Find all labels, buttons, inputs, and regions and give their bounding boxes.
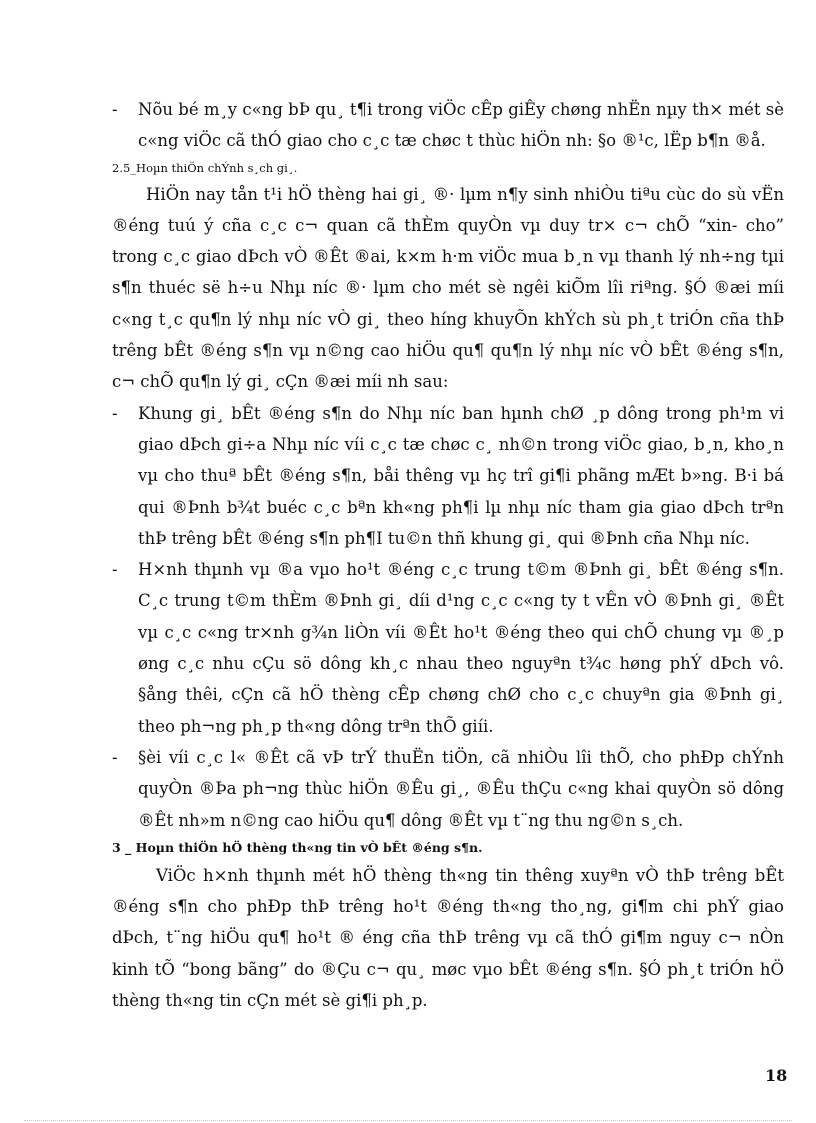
list-item <box>112 742 784 836</box>
list-dash: - <box>112 403 118 423</box>
page-number: 18 <box>765 1066 788 1085</box>
list-dash: - <box>112 100 118 119</box>
list-item <box>112 554 784 742</box>
section-heading-2-5: 2.5_Hoµn thiÖn chÝnh s¸ch gi¸. <box>112 160 298 175</box>
paragraph-text: H×nh thµnh vµ ®a vµo ho¹t ®éng c¸c trung t©m ®Þnh gi¸ bÊt ®éng s¶n. C¸c trung t©m thÈm ®Þnh gi¸ díi d¹ng c¸c c«ng ty t vÊn vÒ ®Þnh gi¸ ®Êt vµ c¸c c«ng tr×nh g¾n liÒn víi ®Êt ho¹t ®éng theo qui chÕ chung vµ ®¸p øng c¸c nhu cÇu sö dông kh¸c nhau theo nguyªn t¾c høng phÝ dÞch vô. §ång thêi, cÇn cã hÖ thèng cÊp chøng chØ cho c¸c chuyªn gia ®Þnh gi¸ theo ph¬ng ph¸p th«ng dông trªn thÕ giíi. <box>138 560 784 736</box>
list-item <box>112 398 784 554</box>
paragraph: ViÖc h×nh thµnh mét hÖ thèng th«ng tin thêng xuyªn vÒ thÞ trêng bÊt ®éng s¶n cho phÐp thÞ trêng ho¹t ®éng th«ng tho¸ng, gi¶m chi phÝ giao dÞch, t¨ng hiÖu qu¶ ho¹t ® éng cña thÞ trêng vµ cã thÓ gi¶m nguy c¬ nÒn kinh tÕ “bong bãng” do ®Çu c¬ qu¸ møc vµo bÊt ®éng s¶n. §Ó ph¸t triÓn hÖ thèng th«ng tin cÇn mét sè gi¶i ph¸p. <box>112 865 784 1011</box>
page-body <box>112 94 784 1016</box>
paragraph-text: Nõu bé m¸y c«ng bÞ qu¸ t¶i trong viÖc cÊp giÊy chøng nhËn nµy th× mét sè c«ng viÖc cã thÓ giao cho c¸c tæ chøc t thùc hiÖn nh: §o ®¹c, lËp b¶n ®å. <box>138 100 784 151</box>
list-dash: - <box>112 560 118 580</box>
section-heading-3: 3 _ Hoµn thiÖn hÖ thèng th«ng tin vÒ bÊt ®éng s¶n. <box>112 839 483 855</box>
list-dash: - <box>112 747 118 767</box>
paragraph: HiÖn nay tån t¹i hÖ thèng hai gi¸ ®· lµm n¶y sinh nhiÒu tiªu cùc do sù vËn ®éng tuú ý cña c¸c c¬ quan cã thÈm quyÒn vµ duy tr× c¬ chÕ “xin- cho” trong c¸c giao dÞch vÒ ®Êt ®ai, k×m h·m viÖc mua b¸n vµ thanh lý nh÷ng tµi s¶n thuéc së h÷u Nhµ níc ®· lµm cho mét sè ngêi kiÕm lîi riªng. §Ó ®æi míi c«ng t¸c qu¶n lý nhµ níc vÒ gi¸ theo híng khuyÕn khÝch sù ph¸t triÓn cña thÞ trêng bÊt ®éng s¶n vµ n©ng cao hiÖu qu¶ qu¶n lý nhµ níc vÒ bÊt ®éng s¶n, c¬ chÕ qu¶n lý gi¸ cÇn ®æi míi nh sau: <box>112 184 784 392</box>
page-bottom-rule <box>24 1120 792 1121</box>
paragraph-text: §èi víi c¸c l« ®Êt cã vÞ trÝ thuËn tiÖn, cã nhiÒu lîi thÕ, cho phÐp chÝnh quyÒn ®Þa ph¬ng thùc hiÖn ®Êu gi¸, ®Êu thÇu c«ng khai quyÒn sö dông ®Êt nh»m n©ng cao hiÖu qu¶ dông ®Êt vµ t¨ng thu ng©n s¸ch. <box>138 747 784 830</box>
paragraph-text: Khung gi¸ bÊt ®éng s¶n do Nhµ níc ban hµnh chØ ¸p dông trong ph¹m vi giao dÞch gi÷a Nhµ níc víi c¸c tæ chøc c¸ nh©n trong viÖc giao, b¸n, kho¸n vµ cho thuª bÊt ®éng s¶n, båi thêng vµ hç trî gi¶i phãng mÆt b»ng. B·i bá qui ®Þnh b¾t buéc c¸c bªn kh«ng ph¶i lµ nhµ níc tham gia giao dÞch trªn thÞ trêng bÊt ®éng s¶n ph¶I tu©n thñ khung gi¸ qui ®Þnh cña Nhµ níc. <box>138 403 784 548</box>
list-item <box>112 94 784 157</box>
